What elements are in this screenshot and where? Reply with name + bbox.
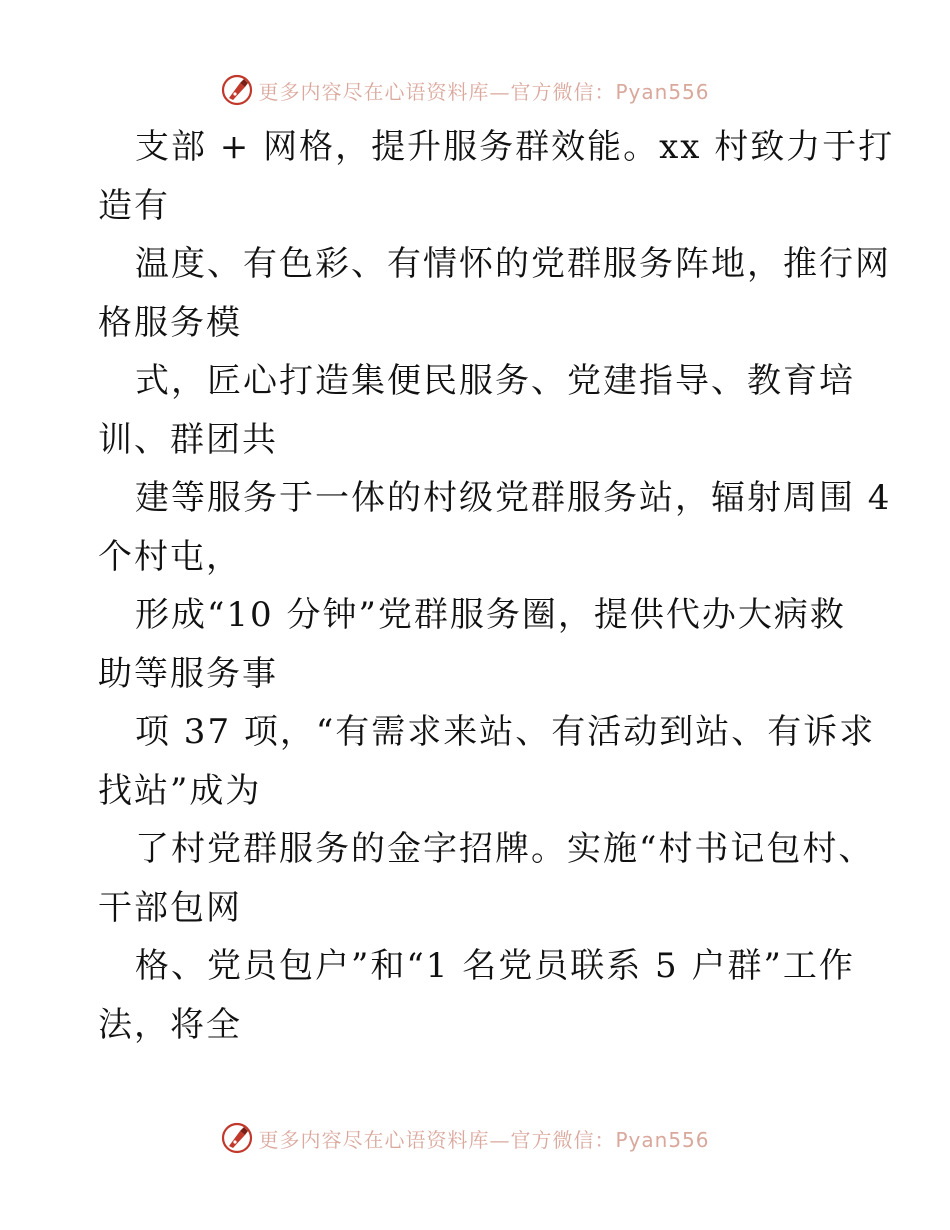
document-body	[98, 118, 895, 1054]
text-line: 了村党群服务的金字招牌。实施“村书记包村、	[135, 829, 875, 869]
text-line: 个村屯，	[98, 536, 242, 577]
text-line: 找站”成为	[98, 770, 262, 811]
text-line: 助等服务事	[98, 653, 278, 694]
text-line: 法，将全	[98, 1004, 242, 1045]
text-line: 建等服务于一体的村级党群服务站，辐射周围 4	[135, 478, 892, 518]
text-line: 温度、有色彩、有情怀的党群服务阵地，推行网	[135, 244, 891, 284]
text-line: 形成“10 分钟”党群服务圈，提供代办大病救	[135, 595, 846, 635]
text-line: 干部包网	[98, 887, 242, 928]
watermark-text: 更多内容尽在心语资料库—官方微信：Pyan556	[258, 79, 710, 104]
text-line: 项 37 项，“有需求来站、有活动到站、有诉求	[135, 712, 876, 752]
pen-nib-logo-icon	[220, 1121, 254, 1155]
footer-watermark	[0, 1118, 950, 1158]
text-line: 支部 + 网格，提升服务群效能。xx 村致力于打	[135, 127, 895, 167]
text-line: 格、党员包户”和“1 名党员联系 5 户群”工作	[135, 946, 855, 986]
text-line: 格服务模	[98, 302, 242, 343]
pen-nib-logo-icon	[220, 73, 254, 107]
header-watermark	[0, 70, 950, 110]
text-line: 式，匠心打造集便民服务、党建指导、教育培	[135, 361, 855, 401]
text-line: 造有	[98, 185, 170, 226]
text-line: 训、群团共	[98, 419, 278, 460]
watermark-text: 更多内容尽在心语资料库—官方微信：Pyan556	[258, 1127, 710, 1152]
